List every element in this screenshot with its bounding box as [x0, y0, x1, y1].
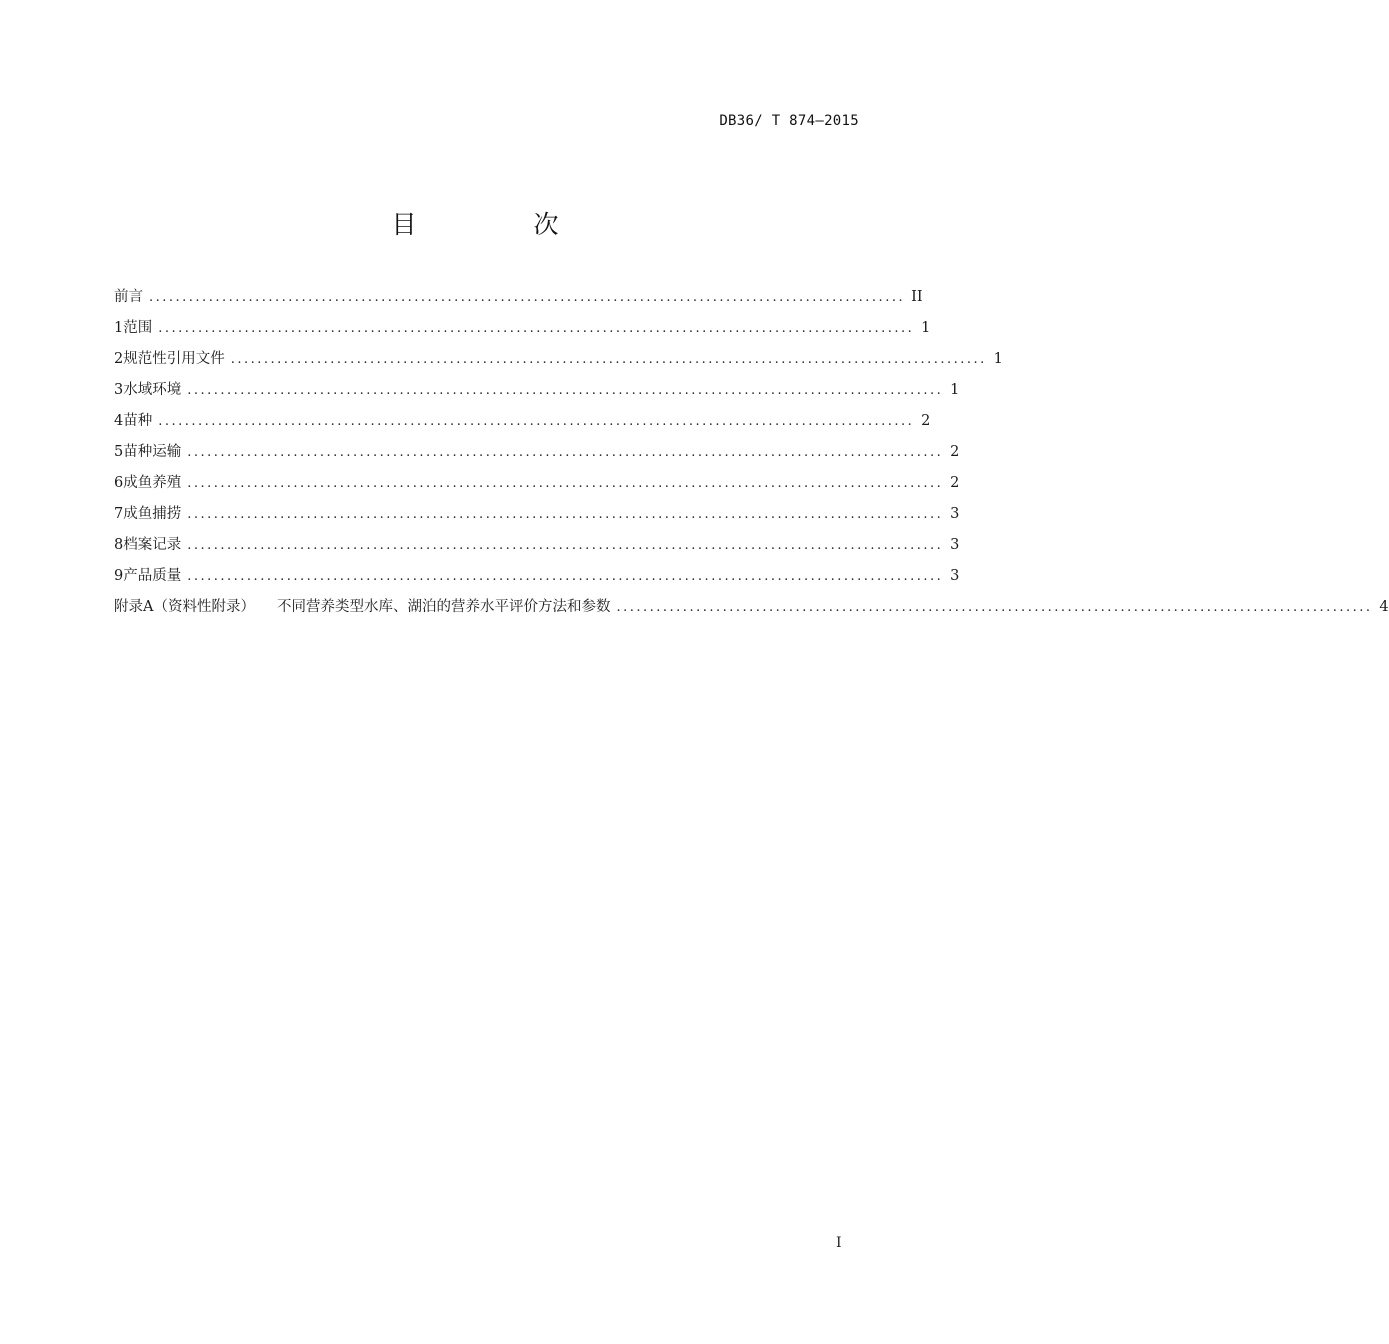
toc-entry-number: 1 [114, 320, 124, 336]
toc-entry-adult-fish-harvest[interactable] [114, 502, 960, 533]
toc-entry-page: 3 [950, 537, 960, 553]
toc-entry-label: 范围 [123, 320, 153, 336]
dot-leader: .................................................................................................................. [149, 290, 906, 305]
toc-entry-page: 4 [1379, 599, 1389, 615]
page-number: I [836, 1235, 842, 1251]
toc-entry-label: 苗种 [123, 413, 153, 429]
toc-entry-number: 3 [114, 382, 124, 398]
toc-entry-number: 9 [114, 568, 124, 584]
toc-entry-label: 水域环境 [123, 382, 182, 398]
toc-entry-fry[interactable] [114, 409, 931, 440]
toc-entry-records[interactable] [114, 533, 960, 564]
toc-entry-product-quality[interactable] [114, 564, 960, 595]
toc-entry-adult-fish-culture[interactable] [114, 471, 960, 502]
toc-entry-label: 苗种运输 [123, 444, 182, 460]
toc-entry-page: 1 [993, 351, 1003, 367]
dot-leader: .................................................................................................................. [187, 383, 944, 398]
document-code: DB36/ T 874—2015 [719, 113, 859, 129]
toc-entry-number: 5 [114, 444, 124, 460]
toc-entry-water-environment[interactable] [114, 378, 960, 409]
dot-leader: .................................................................................................................. [230, 352, 987, 367]
toc-entry-label: 成鱼养殖 [123, 475, 182, 491]
page-title: 目 次 [391, 210, 605, 239]
toc-entry-appendix-a[interactable] [114, 595, 1389, 626]
toc-entry-label: 前言 [114, 289, 143, 305]
toc-entry-foreword[interactable] [114, 285, 923, 316]
dot-leader: .................................................................................................................. [158, 414, 915, 429]
toc-entry-subtitle: 不同营养类型水库、湖泊的营养水平评价方法和参数 [276, 599, 611, 615]
toc-entry-normative-references[interactable] [114, 347, 1003, 378]
toc-entry-page: 3 [950, 506, 960, 522]
dot-leader: .................................................................................................................. [158, 321, 915, 336]
toc-entry-number: 2 [114, 351, 124, 367]
dot-leader: .................................................................................................................. [187, 538, 944, 553]
toc-entry-scope[interactable] [114, 316, 931, 347]
toc-entry-label: 附录A（资料性附录） [114, 599, 255, 615]
toc-entry-number: 6 [114, 475, 124, 491]
toc-entry-label: 档案记录 [123, 537, 182, 553]
toc-entry-page: II [911, 289, 923, 305]
dot-leader: .................................................................................................................. [187, 445, 944, 460]
toc-entry-label: 产品质量 [123, 568, 182, 584]
toc-entry-label: 规范性引用文件 [123, 351, 225, 367]
toc-entry-number: 8 [114, 537, 124, 553]
toc-entry-page: 2 [950, 444, 960, 460]
toc-entry-fry-transport[interactable] [114, 440, 960, 471]
dot-leader: .................................................................................................................. [616, 600, 1373, 615]
toc-entry-number: 7 [114, 506, 124, 522]
toc-entry-page: 1 [950, 382, 960, 398]
toc-entry-page: 1 [921, 320, 931, 336]
dot-leader: .................................................................................................................. [187, 507, 944, 522]
dot-leader: .................................................................................................................. [187, 569, 944, 584]
toc-entry-page: 2 [921, 413, 931, 429]
toc-entry-number: 4 [114, 413, 124, 429]
toc-entry-page: 2 [950, 475, 960, 491]
toc-entry-page: 3 [950, 568, 960, 584]
dot-leader: .................................................................................................................. [187, 476, 944, 491]
toc-entry-label: 成鱼捕捞 [123, 506, 182, 522]
table-of-contents [114, 285, 1389, 626]
